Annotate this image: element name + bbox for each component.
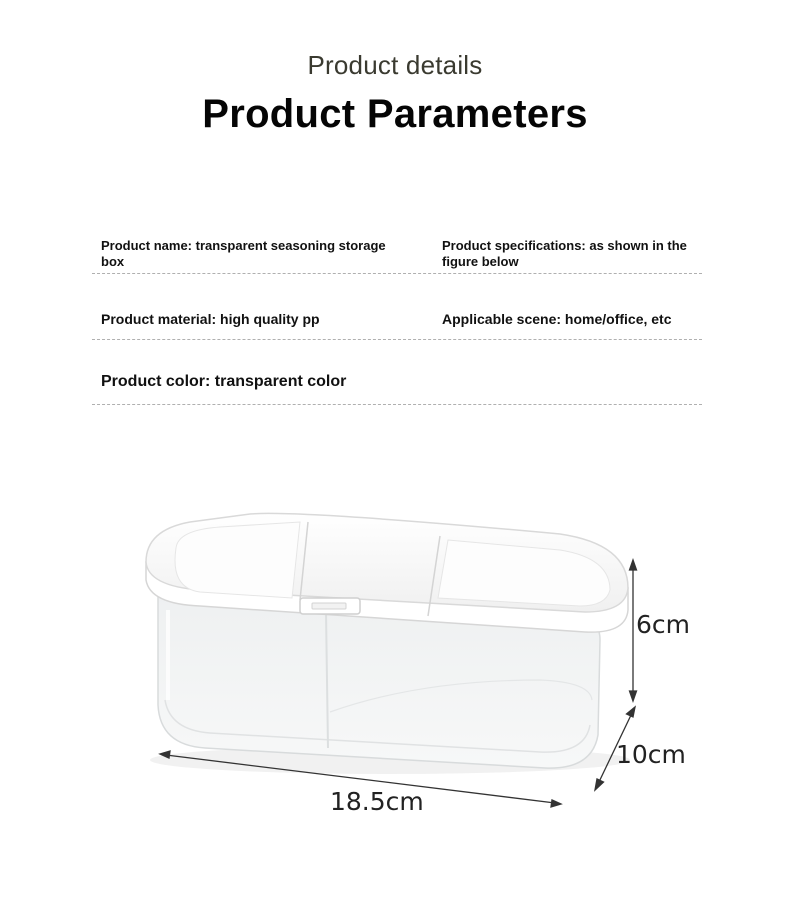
lid-flap-left — [175, 522, 300, 598]
length-label: 18.5cm — [330, 787, 424, 816]
param-applicable-scene: Applicable scene: home/office, etc — [442, 311, 672, 327]
param-product-name: Product name: transparent seasoning storage box — [101, 238, 386, 269]
depth-label: 10cm — [616, 740, 686, 769]
param-product-specifications: Product specifications: as shown in the figure below — [442, 238, 687, 269]
param-product-material: Product material: high quality pp — [101, 311, 320, 327]
page-title: Product Parameters — [202, 92, 588, 136]
clasp-slot — [312, 603, 346, 609]
section-subtitle: Product details — [307, 50, 483, 80]
param-product-color: Product color: transparent color — [101, 373, 347, 390]
height-label: 6cm — [636, 610, 691, 639]
